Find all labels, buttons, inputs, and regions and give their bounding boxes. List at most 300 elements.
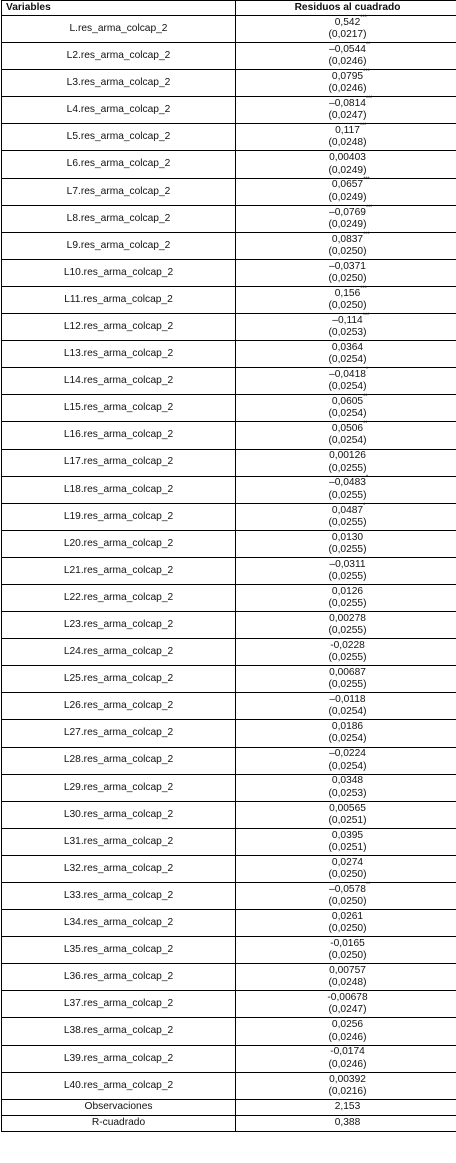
coefficient-value: –0,0769: [329, 206, 366, 218]
estimate-cell: [236, 1072, 456, 1099]
coefficient-value: –0,114: [332, 314, 363, 326]
coefficient-value: –0,0371: [329, 260, 366, 272]
standard-error: (0,0248): [328, 137, 367, 149]
table-row: [2, 476, 456, 503]
coefficient-group: [332, 1019, 363, 1031]
coefficient-group: [329, 367, 369, 381]
estimate-cell: [236, 747, 456, 774]
variable-cell: L25.res_arma_colcap_2: [2, 666, 236, 693]
variable-cell: L22.res_arma_colcap_2: [2, 584, 236, 611]
estimate-cell: [236, 70, 456, 97]
standard-error: (0,0254): [328, 706, 367, 718]
coefficient-value: 0,0364: [331, 341, 364, 353]
table-row: [2, 584, 456, 611]
estimate-cell: [236, 937, 456, 964]
table-row: [2, 855, 456, 882]
table-row: [2, 693, 456, 720]
coefficient-value: 0,0186: [331, 721, 364, 733]
variable-cell: L34.res_arma_colcap_2: [2, 910, 236, 937]
coefficient-group: [329, 152, 366, 164]
estimate-cell: [236, 828, 456, 855]
standard-error: (0,0254): [328, 381, 367, 393]
table-row: [2, 883, 456, 910]
estimate-cell: [236, 43, 456, 70]
coefficient-line: [236, 965, 456, 977]
footer-value: 2,153: [236, 1099, 456, 1115]
variable-cell: L12.res_arma_colcap_2: [2, 314, 236, 341]
standard-error: (0,0249): [328, 218, 367, 230]
standard-error: (0,0254): [328, 408, 367, 420]
significance-stars: ***: [359, 123, 367, 130]
table-row: [2, 395, 456, 422]
coefficient-line: [236, 830, 456, 842]
estimate-cell: [236, 666, 456, 693]
coefficient-group: [332, 830, 363, 842]
table-row: [2, 720, 456, 747]
coefficient-group: [332, 342, 363, 354]
coefficient-value: 0,117: [335, 125, 360, 137]
standard-error: (0,0250): [328, 950, 367, 962]
estimate-cell: [236, 124, 456, 151]
coefficient-line: [236, 477, 456, 489]
coefficient-line: [236, 502, 456, 517]
coefficient-group: [332, 312, 370, 327]
coefficient-value: 0,0348: [331, 775, 364, 787]
variable-cell: L.res_arma_colcap_2: [2, 16, 236, 43]
standard-error: (0,0255): [328, 516, 367, 528]
estimate-cell: [236, 801, 456, 828]
table-row: [2, 557, 456, 584]
variable-cell: L24.res_arma_colcap_2: [2, 639, 236, 666]
variable-cell: L15.res_arma_colcap_2: [2, 395, 236, 422]
coefficient-value: –0,0578: [329, 883, 366, 895]
coefficient-line: [236, 312, 456, 327]
coefficient-group: [332, 721, 363, 733]
table-row: [2, 747, 456, 774]
variable-cell: L17.res_arma_colcap_2: [2, 449, 236, 476]
table-row: [2, 449, 456, 476]
table-row: [2, 1018, 456, 1045]
table-row: [2, 774, 456, 801]
estimate-cell: [236, 855, 456, 882]
coefficient-value: 0,0261: [331, 910, 364, 922]
estimate-cell: [236, 557, 456, 584]
standard-error: (0,0250): [328, 245, 367, 257]
table-row: [2, 666, 456, 693]
significance-stars: ***: [365, 96, 373, 103]
variable-cell: L11.res_arma_colcap_2: [2, 286, 236, 313]
estimate-cell: [236, 503, 456, 530]
estimate-cell: [236, 151, 456, 178]
table-row: [2, 910, 456, 937]
estimate-cell: [236, 910, 456, 937]
coefficient-value: 0,156: [334, 287, 361, 299]
coefficient-group: [329, 204, 373, 219]
variable-cell: L23.res_arma_colcap_2: [2, 612, 236, 639]
coefficient-group: [329, 965, 366, 977]
footer-row: [2, 1115, 456, 1131]
table-row: [2, 232, 456, 259]
coefficient-line: [236, 71, 456, 83]
coefficient-group: [330, 640, 365, 652]
significance-stars: ***: [360, 14, 367, 21]
estimate-cell: [236, 991, 456, 1018]
coefficient-line: [236, 721, 456, 733]
standard-error: (0,0255): [328, 652, 367, 664]
table-row: [2, 964, 456, 991]
coefficient-group: [329, 613, 366, 625]
coefficient-line: [236, 231, 456, 246]
significance-stars: ***: [362, 312, 370, 319]
significance-stars: *: [365, 475, 369, 482]
coefficient-group: [331, 69, 370, 83]
table-row: [2, 828, 456, 855]
table-row: [2, 151, 456, 178]
standard-error: (0,0255): [328, 679, 367, 691]
coefficient-value: 0,542: [334, 16, 361, 28]
coefficient-group: [327, 992, 367, 1004]
coefficient-line: [236, 613, 456, 625]
coefficient-value: -0,00678: [327, 992, 368, 1004]
coefficient-line: [236, 586, 456, 598]
variable-cell: L30.res_arma_colcap_2: [2, 801, 236, 828]
standard-error: (0,0254): [328, 354, 367, 366]
footer-value: 0,388: [236, 1115, 456, 1131]
estimate-cell: [236, 286, 456, 313]
variable-cell: L35.res_arma_colcap_2: [2, 937, 236, 964]
coefficient-line: [236, 992, 456, 1004]
significance-stars: ***: [363, 231, 370, 238]
coefficient-group: [331, 502, 366, 517]
coefficient-group: [331, 177, 370, 191]
coefficient-line: [236, 261, 456, 273]
coefficient-line: [236, 14, 456, 29]
coefficient-value: -0,0174: [330, 1046, 365, 1058]
coefficient-group: [331, 394, 368, 408]
estimate-cell: [236, 1045, 456, 1072]
coefficient-line: [236, 98, 456, 110]
coefficient-value: 0,00757: [329, 965, 366, 977]
variable-cell: L40.res_arma_colcap_2: [2, 1072, 236, 1099]
standard-error: (0,0254): [328, 435, 367, 447]
estimate-cell: [236, 232, 456, 259]
estimate-cell: [236, 16, 456, 43]
coefficient-line: [236, 179, 456, 191]
coefficient-value: –0,0311: [329, 558, 366, 570]
table-row: [2, 503, 456, 530]
coefficient-group: [334, 14, 367, 29]
coefficient-line: [236, 803, 456, 815]
standard-error: (0,0246): [328, 56, 367, 68]
coefficient-value: –0,0118: [329, 694, 366, 706]
table-row: [2, 801, 456, 828]
standard-error: (0,0255): [328, 625, 367, 637]
variable-cell: L36.res_arma_colcap_2: [2, 964, 236, 991]
coefficient-group: [331, 231, 370, 246]
table-row: [2, 937, 456, 964]
estimate-cell: [236, 368, 456, 395]
standard-error: (0,0255): [328, 543, 367, 555]
significance-stars: **: [363, 394, 368, 401]
coefficient-group: [329, 748, 366, 760]
significance-stars: *: [365, 367, 369, 374]
variable-cell: L13.res_arma_colcap_2: [2, 341, 236, 368]
variable-cell: L19.res_arma_colcap_2: [2, 503, 236, 530]
estimate-cell: [236, 584, 456, 611]
standard-error: (0,0255): [328, 489, 367, 501]
table-row: [2, 341, 456, 368]
significance-stars: ***: [360, 285, 367, 292]
coefficient-value: –0,0483: [329, 477, 366, 489]
standard-error: (0,0247): [328, 110, 367, 122]
coefficient-group: [329, 1074, 366, 1086]
standard-error: (0,0253): [328, 327, 367, 339]
standard-error: (0,0249): [328, 164, 367, 176]
coefficient-value: 0,0657: [331, 179, 364, 191]
estimate-cell: [236, 341, 456, 368]
table-row: [2, 612, 456, 639]
variable-cell: L21.res_arma_colcap_2: [2, 557, 236, 584]
table-row: [2, 286, 456, 313]
coefficient-line: [236, 1019, 456, 1031]
variable-cell: L2.res_arma_colcap_2: [2, 43, 236, 70]
standard-error: (0,0255): [328, 598, 367, 610]
standard-error: (0,0254): [328, 733, 367, 745]
estimate-cell: [236, 964, 456, 991]
estimate-cell: [236, 476, 456, 503]
coefficient-value: 0,0126: [331, 585, 364, 597]
table-row: [2, 639, 456, 666]
estimate-cell: [236, 612, 456, 639]
variable-cell: L38.res_arma_colcap_2: [2, 1018, 236, 1045]
coefficient-line: [236, 938, 456, 950]
variable-cell: L16.res_arma_colcap_2: [2, 422, 236, 449]
estimate-cell: [236, 883, 456, 910]
coefficient-group: [329, 450, 366, 462]
variable-cell: L18.res_arma_colcap_2: [2, 476, 236, 503]
coefficient-value: 0,00403: [329, 152, 366, 164]
standard-error: (0,0249): [328, 191, 367, 203]
standard-error: (0,0250): [328, 896, 367, 908]
significance-stars: ***: [365, 204, 373, 211]
variable-cell: L14.res_arma_colcap_2: [2, 368, 236, 395]
significance-stars: ***: [363, 177, 370, 184]
coefficient-value: 0,0395: [331, 829, 364, 841]
standard-error: (0,0250): [328, 272, 367, 284]
coefficient-group: [329, 559, 365, 571]
standard-error: (0,0254): [328, 760, 367, 772]
coefficient-line: [236, 423, 456, 435]
standard-error: (0,0246): [328, 1031, 367, 1043]
coefficient-value: 0,0795: [331, 71, 364, 83]
standard-error: (0,0250): [328, 299, 367, 311]
coefficient-line: [236, 342, 456, 354]
coefficient-line: [236, 532, 456, 544]
coefficient-group: [330, 938, 365, 950]
variable-cell: L28.res_arma_colcap_2: [2, 747, 236, 774]
standard-error: (0,0247): [328, 1004, 367, 1016]
table-row: [2, 205, 456, 232]
coefficient-line: [236, 667, 456, 679]
coefficient-line: [236, 775, 456, 787]
variable-cell: L26.res_arma_colcap_2: [2, 693, 236, 720]
coefficient-value: 0,0506: [331, 423, 364, 435]
coefficient-value: -0,0165: [330, 938, 365, 950]
standard-error: (0,0251): [328, 841, 367, 853]
coefficient-line: [236, 396, 456, 408]
coefficient-value: 0,00565: [329, 802, 366, 814]
coefficient-line: [236, 125, 456, 137]
variable-cell: L4.res_arma_colcap_2: [2, 97, 236, 124]
variable-cell: L9.res_arma_colcap_2: [2, 232, 236, 259]
coefficient-group: [334, 285, 367, 300]
variable-cell: L29.res_arma_colcap_2: [2, 774, 236, 801]
table-row: [2, 43, 456, 70]
coefficient-value: –0,0814: [329, 98, 366, 110]
coefficient-group: [329, 803, 366, 815]
table-row: [2, 1045, 456, 1072]
estimate-cell: [236, 720, 456, 747]
coefficient-value: 0,00278: [329, 612, 366, 624]
estimate-cell: [236, 639, 456, 666]
variable-cell: L8.res_arma_colcap_2: [2, 205, 236, 232]
estimate-cell: [236, 259, 456, 286]
coefficient-group: [331, 421, 368, 435]
coefficient-value: 0,0487: [331, 504, 364, 516]
table-row: [2, 259, 456, 286]
coefficient-value: 0,0274: [331, 856, 364, 868]
coefficient-line: [236, 694, 456, 706]
estimate-cell: [236, 314, 456, 341]
coefficient-group: [332, 857, 363, 869]
coefficient-group: [329, 96, 373, 110]
standard-error: (0,0217): [328, 29, 367, 41]
coefficient-group: [332, 911, 363, 923]
table-row: [2, 1072, 456, 1099]
coefficient-group: [332, 532, 363, 544]
coefficient-value: 0,0837: [331, 233, 364, 245]
header-residuos: Residuos al cuadrado: [236, 1, 456, 16]
estimate-cell: [236, 205, 456, 232]
table-row: [2, 124, 456, 151]
variable-cell: L31.res_arma_colcap_2: [2, 828, 236, 855]
footer-row: [2, 1099, 456, 1115]
coefficient-value: 0,00392: [329, 1073, 366, 1085]
variable-cell: L5.res_arma_colcap_2: [2, 124, 236, 151]
coefficient-group: [335, 123, 367, 137]
coefficient-line: [236, 881, 456, 896]
significance-stars: *: [363, 502, 366, 509]
coefficient-line: [236, 450, 456, 462]
estimate-cell: [236, 693, 456, 720]
coefficient-line: [236, 1074, 456, 1086]
coefficient-line: [236, 369, 456, 381]
table-row: [2, 530, 456, 557]
coefficient-line: [236, 1046, 456, 1058]
coefficient-value: –0,0224: [329, 748, 366, 760]
footer-label: Observaciones: [2, 1099, 236, 1115]
estimate-cell: [236, 449, 456, 476]
coefficient-group: [329, 881, 371, 896]
coefficient-value: -0,0228: [330, 640, 365, 651]
coefficient-value: –0,0418: [329, 369, 366, 381]
table-row: [2, 368, 456, 395]
standard-error: (0,0253): [328, 787, 367, 799]
table-row: [2, 178, 456, 205]
regression-table: [1, 0, 456, 1132]
table-body: [2, 16, 456, 1132]
significance-stars: ***: [363, 69, 370, 76]
coefficient-value: 0,00687: [329, 667, 366, 679]
variable-cell: L32.res_arma_colcap_2: [2, 855, 236, 882]
standard-error: (0,0248): [328, 977, 367, 989]
standard-error: (0,0255): [328, 462, 367, 474]
footer-label: R-cuadrado: [2, 1115, 236, 1131]
variable-cell: L6.res_arma_colcap_2: [2, 151, 236, 178]
estimate-cell: [236, 422, 456, 449]
standard-error: (0,0250): [328, 868, 367, 880]
coefficient-value: 0,00126: [329, 450, 366, 462]
standard-error: (0,0250): [328, 923, 367, 935]
coefficient-line: [236, 152, 456, 164]
variable-cell: L27.res_arma_colcap_2: [2, 720, 236, 747]
estimate-cell: [236, 395, 456, 422]
coefficient-line: [236, 857, 456, 869]
estimate-cell: [236, 530, 456, 557]
header-row: [2, 1, 456, 16]
table-row: [2, 422, 456, 449]
standard-error: (0,0255): [328, 570, 367, 582]
table-row: [2, 314, 456, 341]
coefficient-group: [329, 475, 369, 489]
standard-error: (0,0216): [328, 1085, 367, 1097]
coefficient-group: [330, 1046, 365, 1058]
coefficient-group: [329, 694, 365, 706]
variable-cell: L20.res_arma_colcap_2: [2, 530, 236, 557]
standard-error: (0,0246): [328, 83, 367, 95]
estimate-cell: [236, 774, 456, 801]
variable-cell: L33.res_arma_colcap_2: [2, 883, 236, 910]
coefficient-line: [236, 748, 456, 760]
coefficient-line: [236, 911, 456, 923]
coefficient-group: [332, 775, 363, 787]
variable-cell: L37.res_arma_colcap_2: [2, 991, 236, 1018]
coefficient-value: 0,0256: [331, 1019, 364, 1031]
variable-cell: L39.res_arma_colcap_2: [2, 1045, 236, 1072]
estimate-cell: [236, 97, 456, 124]
estimate-cell: [236, 178, 456, 205]
coefficient-group: [332, 586, 363, 598]
coefficient-group: [329, 41, 371, 56]
coefficient-value: 0,0605: [331, 396, 364, 408]
coefficient-line: [236, 41, 456, 56]
significance-stars: **: [363, 421, 368, 428]
table-row: [2, 70, 456, 97]
coefficient-value: –0,0544: [329, 43, 366, 55]
standard-error: (0,0246): [328, 1058, 367, 1070]
coefficient-group: [329, 261, 366, 273]
header-variables: Variables: [2, 1, 236, 16]
estimate-cell: [236, 1018, 456, 1045]
coefficient-line: [236, 559, 456, 571]
coefficient-group: [329, 667, 366, 679]
variable-cell: L3.res_arma_colcap_2: [2, 70, 236, 97]
coefficient-line: [236, 640, 456, 652]
significance-stars: **: [365, 41, 371, 48]
coefficient-value: 0,0130: [331, 531, 364, 543]
standard-error: (0,0251): [328, 814, 367, 826]
table-row: [2, 16, 456, 43]
